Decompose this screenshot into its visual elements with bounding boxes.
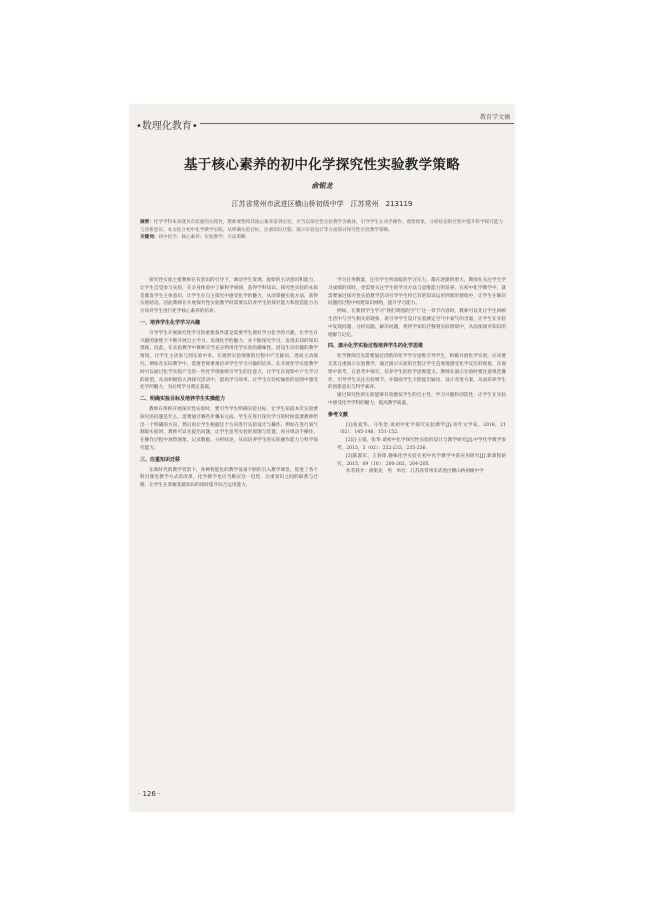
article-author: 俞银龙: [311, 181, 333, 190]
reference-item: [3]陈淑军、王春锋.趣味化学实验在初中化学教学中的应用研究[J].新课程研究，2015，09（16）：200-202，204-205.: [337, 453, 506, 467]
body-column-right: [328, 277, 506, 767]
abstract-block: [140, 219, 504, 242]
keywords-text: 初中化学；核心素养；实验教学；方法策略: [158, 235, 246, 241]
document-page: [130, 105, 514, 811]
body-column-left: [140, 277, 318, 767]
keywords-label: 关键词：: [140, 235, 159, 241]
column-header: •数理化教育•: [136, 121, 198, 132]
body-paragraph: 学习任务数量，还有学生所面临的学习压力，都在逐渐的增大，教师在关注学生学习成绩的同时，更需要关注学生的学习方法与思维能力的培养。在初中化学教学中，就需要通过探究性实验教学活动引导学生将已有的知识运用到新的情境中，让学生在解决问题的过程中构建知识网络，提升学习能力。: [328, 278, 506, 307]
reference-item: [2]汪玉娟、张华.谈初中化学探究性实验的设计与教学研究[J].中学化学教学参考，2015，3（02）：232-233，235-236.: [337, 438, 506, 451]
body-paragraph: 例如，在教授学生学习“我们周围的空气”这一章节内容时，教师可以先让学生回顾生活中与空气相关的现象，再引导学生设计实验测定空气中氧气的含量，让学生在实验中发现问题、分析问题、解决问题，将所学知识迁移到实际情境中，从而加深对知识的理解与记忆。: [328, 309, 506, 338]
body-paragraph: 通过探究性的实验能够有效激发学生的自主性、学习兴趣和创造性，让学生在实验中感受化学学科的魅力，提高教学质量。: [328, 393, 506, 406]
section-heading: 二、明确实验目标及培养学生实操能力: [140, 396, 226, 403]
abstract-label: 摘要：: [140, 220, 154, 225]
section-heading: 参考文献: [328, 411, 349, 418]
reference-item: 作者简介：俞银龙 男 单位：江苏省常州市武进区横山桥初级中学: [346, 469, 484, 475]
abstract-text: 化学学科本身就具有较强的实践性，教师要想将其核心素养落到实处，应当以探究性实验教学为载体，引导学生在动手操作、观察现象、分析结论的过程中提升科学探究能力与创新意识。本文结合初中化学教学实践，从明确实验目标、注重知识迁移、演示实验设计等方面探讨探究性实验教学策略。: [140, 220, 503, 233]
section-heading: 四、演示化学实验过程培养学生的化学思维: [328, 343, 424, 350]
body-paragraph: 教师在组织开展探究性实验时，要引导学生明确实验目标，让学生知道本次实验要探究的问题是什么，需要通过哪些步骤来完成。学生在进行探究学习的时候需要教师给出一个明确的方向，然后再让学生根据这个方向进行实验设计与操作。例如在进行氧气制取实验时，教师可以先提出问题，让学生思考实验的原理与装置，再分组动手操作，在操作过程中观察现象、记录数据、分析结论，从而培养学生的实际操作能力与科学探究能力。: [140, 406, 318, 451]
body-paragraph: 在新时代的教学背景下，各种智能化的教学设备不断的引入教学课堂，促进了各个科目课堂教学方式的改革，化学教学也应当顺应这一趋势，注重知识之间的联系与迁移，让学生在掌握基础知识的同时提升综合运用能力。: [140, 467, 318, 489]
header-rule: [200, 123, 514, 124]
body-paragraph: 化学教师首先需要通过创新的化学学习思维引导学生，积极开展化学实验，应该要尤其注重演示实验教学，通过演示实验的过程让学生直观地感受化学反应的现象，在观察中思考，在思考中探究，培养学生的化学思维能力。教师在演示实验时要注意规范操作，引导学生关注实验细节，并鼓励学生大胆提出疑问，设计改进方案，从而培养学生的创新意识与科学素养。: [328, 354, 506, 391]
article-title: 基于核心素养的初中化学探究性实验教学策略: [184, 157, 460, 173]
body-paragraph: 探究性实验主要教师在有意识的引导下，调动学生发现、观察的主动意识和能力，让学生自觉参与实验，在亲身体验中了解科学规律，获得学科知识。探究性实验的本质是激发学生主体意识，让学生在自主探究中感受化学的魅力，从而掌握实验方法，获得实验结论。因此教师在开展探究性实验教学时需要以培养学生的探究能力和创造能力为方向对学生进行化学核心素养的培养。: [140, 278, 318, 315]
journal-name: 教育学文摘: [479, 114, 510, 121]
reference-item: [1]张爱华、马冬金.谈初中化学探究实验教学[J].青年文学家，2018，21（02）：145-146，151-152.: [337, 422, 506, 436]
section-heading: 三、注重知识迁移: [140, 456, 181, 463]
body-paragraph: 引导学生开展探究性学习的重要条件就是需要学生拥有学习化学的兴趣，让学生在兴趣的驱使下不断开展自主学习、发现化学的魅力，并不断探究学习、发现未知的知识奥秘。因此，在实验教学中教师应当充分利用化学实验的趣味性，创设生动有趣的教学情境，让学生主动参与到实验中来，在观察实验现象的过程中产生疑问，进而主动探究。例如在实际教学中，需要老师重视培养学生学习兴趣的培养，在开展化学实验教学时可以通过化学实验产生的一些化学现象吸引学生的注意力，让学生在观察中产生学习的欲望，从而积极投入到探究活动中，提高学习效率，让学生在轻松愉快的氛围中感受化学的魅力，为后续学习奠定基础。: [140, 330, 318, 391]
section-heading: 一、培养学生化学学习兴趣: [140, 319, 201, 326]
author-affiliation: 江苏省常州市武进区横山桥初级中学 江苏常州 213119: [231, 200, 413, 208]
page-number: · 126 ·: [138, 790, 161, 798]
